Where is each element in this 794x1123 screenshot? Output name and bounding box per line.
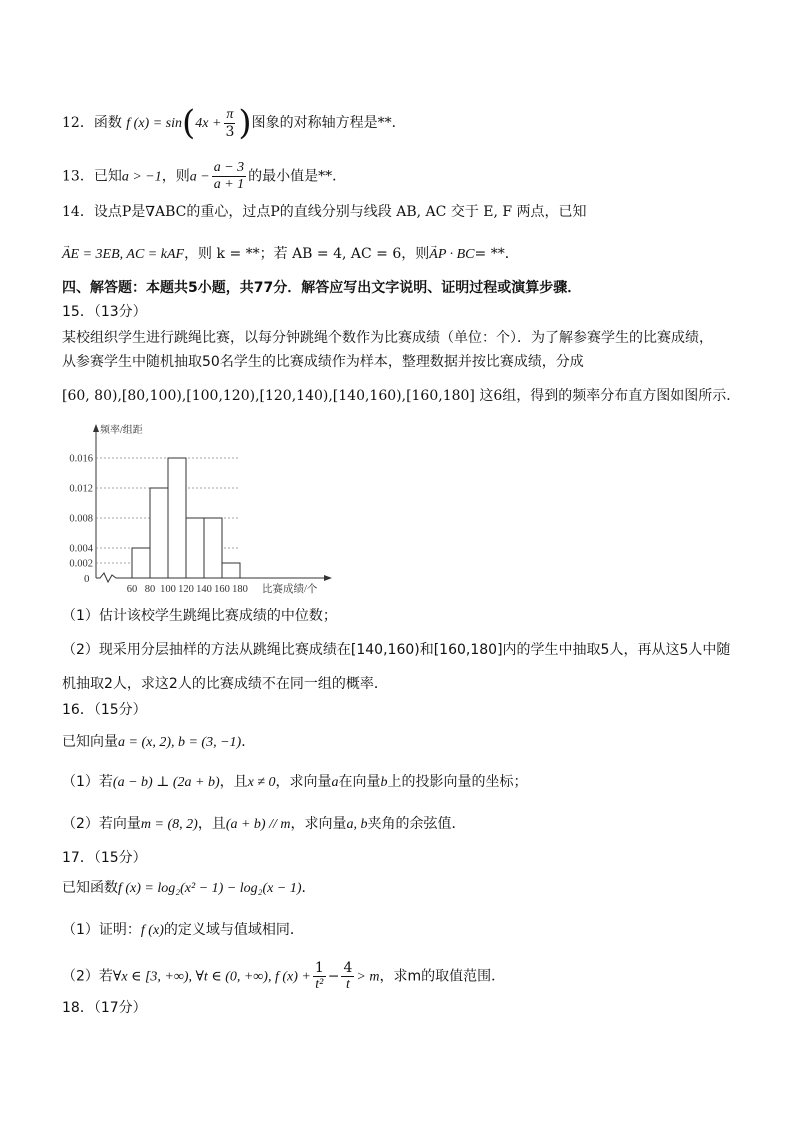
question-14-line1: 14．设点P是∇ABC的重心，过点P的直线分别与线段 AB, AC 交于 E, F 两点，已知 <box>62 204 587 220</box>
histogram-bar <box>150 488 168 578</box>
x-tick-label: 120 <box>178 584 194 595</box>
x-tick-label: 160 <box>214 584 230 595</box>
section-heading: 四、解答题：本题共5小题，共77分．解答应写出文字说明、证明过程或演算步骤． <box>62 280 582 296</box>
frequency-histogram <box>62 420 352 598</box>
question-15-para2: 从参赛学生中随机抽取50名学生的比赛成绩作为样本，整理数据并按比赛成绩，分成 <box>62 354 584 370</box>
y-axis-label: 频率/组距 <box>100 425 143 436</box>
origin-label: 0 <box>84 573 90 585</box>
x-tick-label: 180 <box>232 584 248 595</box>
question-text: 图象的对称轴方程是**． <box>251 115 406 131</box>
math-expression: a − <box>189 169 210 185</box>
question-16-sub2: （2）若向量m = (8, 2)，且(a + b) // m，求向量a, b夹角的余弦值． <box>62 816 466 832</box>
vector-definition: a = (x, 2), b = (3, −1) <box>118 735 242 750</box>
x-tick-label: 60 <box>126 584 138 595</box>
math-expression: f (x) = sin <box>126 116 182 131</box>
question-number: 12． <box>62 115 94 131</box>
fraction: $\frac{\pi}{3}$ <box>225 106 235 140</box>
question-16-given: 已知向量a = (x, 2), b = (3, −1)． <box>62 734 256 750</box>
x-tick-label: 140 <box>196 584 212 595</box>
question-number: 13． <box>62 168 94 185</box>
histogram-bar <box>168 458 186 578</box>
question-17-head: 17．（15分） <box>62 850 147 866</box>
math-expression: (a − b) ⊥ (2a + b) <box>112 775 220 790</box>
question-12: 12．函数 f (x) = sin(4x + $\frac{\pi}{3}$ )图象的对称轴方程是**． <box>62 103 406 143</box>
vector-equation: → AE = 3EB, AC = kAF <box>62 245 184 265</box>
histogram-bar <box>222 563 240 578</box>
histogram-bar <box>204 518 222 578</box>
question-text: ，则 k = **；若 AB = 4, AC = 6，则 <box>184 246 430 262</box>
question-17-given: 已知函数f (x) = log₂(x² − 1) − log₂(x − 1)． <box>62 880 316 896</box>
question-17-sub2: （2）若∀x ∈ [3, +∞), ∀t ∈ (0, +∞), f (x) + $\frac{1}{\text{t²}}$ − $\frac{4}{t}$ > m，求m的取值范围． <box>62 960 506 992</box>
question-text: 的最小值是**． <box>248 168 347 185</box>
question-text: 已知 <box>93 168 122 185</box>
question-15-para1: 某校组织学生进行跳绳比赛，以每分钟跳绳个数作为比赛成绩（单位：个）．为了解参赛学生的比赛成绩， <box>62 330 713 346</box>
x-tick-label: 80 <box>144 584 156 595</box>
y-tick-label: 0.012 <box>69 483 93 495</box>
question-15-para3: [60, 80),[80,100),[100,120),[120,140),[140,160),[160,180] 这6组，得到的频率分布直方图如图所示． <box>62 388 741 404</box>
question-15-sub1: （1）估计该校学生跳绳比赛成绩的中位数； <box>62 608 337 624</box>
math-expression: a > −1 <box>121 169 162 185</box>
y-tick-label: 0.004 <box>69 543 93 555</box>
vector-expression: → AP · BC <box>429 245 474 265</box>
x-tick-label: 100 <box>160 584 176 595</box>
y-tick-label: 0.002 <box>69 558 93 570</box>
question-17-sub1: （1）证明：f (x)的定义域与值域相同． <box>62 922 304 938</box>
question-text: ，则 <box>161 168 190 185</box>
question-16-head: 16．（15分） <box>62 702 147 718</box>
question-14-line2 <box>62 244 519 265</box>
question-15-sub2b: 机抽取2人，求这2人的比赛成绩不在同一组的概率． <box>62 676 388 692</box>
histogram-bar <box>132 548 150 578</box>
question-16-sub1: （1）若(a − b) ⊥ (2a + b)，且x ≠ 0，求向量a在向量b上的投影向量的坐标； <box>62 774 528 790</box>
math-expression: 4x + <box>195 116 222 131</box>
question-18-head: 18．（17分） <box>62 1000 147 1016</box>
question-15-head: 15．（13分） <box>62 304 147 320</box>
histogram-bar <box>186 518 204 578</box>
y-tick-label: 0.008 <box>69 513 93 525</box>
x-axis-label: 比赛成绩/个 <box>262 584 318 595</box>
question-text: 函数 <box>93 115 122 131</box>
question-text: = **． <box>474 246 519 262</box>
function-definition: f (x) = log₂(x² − 1) − log₂(x − 1) <box>118 881 302 896</box>
y-tick-label: 0.016 <box>69 453 93 465</box>
question-15-sub2a: （2）现采用分层抽样的方法从跳绳比赛成绩在[140,160)和[160,180]内的学生中抽取5人，再从这5人中随 <box>62 642 731 658</box>
fraction: $\frac{a - 3}{a + 1}$ <box>213 160 245 192</box>
question-13 <box>62 160 346 193</box>
